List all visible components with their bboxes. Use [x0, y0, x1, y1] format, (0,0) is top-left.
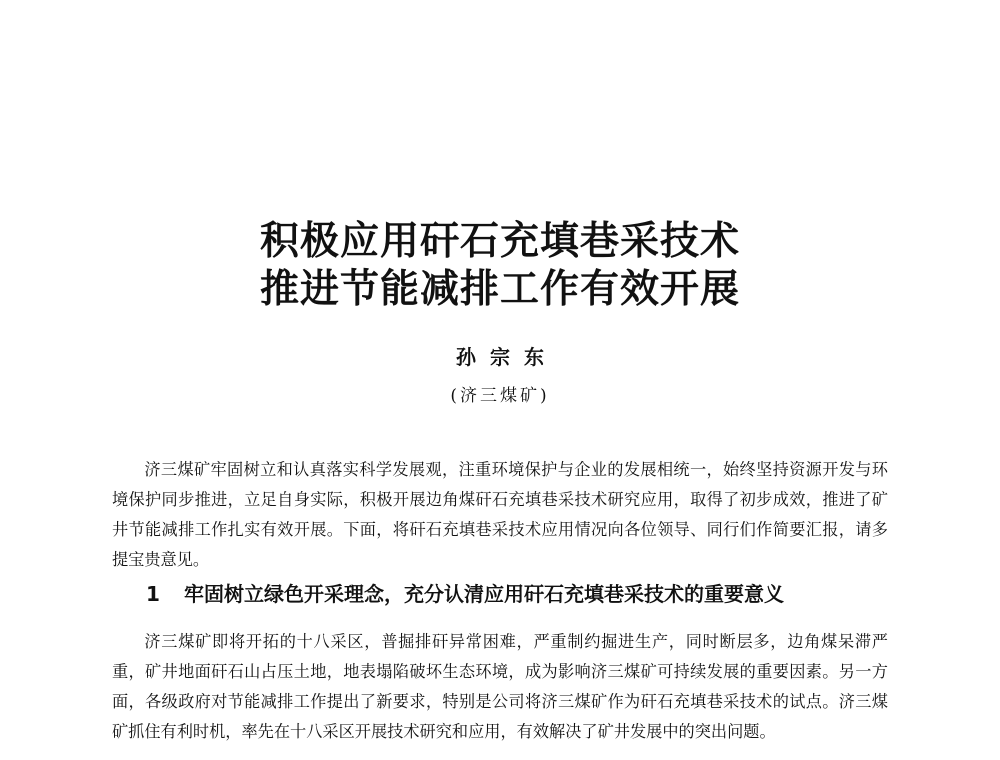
- section-number: 1: [146, 582, 160, 606]
- author-name: 孙宗东: [456, 345, 558, 369]
- section-title: 牢固树立绿色开采理念，充分认清应用矸石充填巷采技术的重要意义: [184, 582, 784, 606]
- article-title-line-1: 积极应用矸石充填巷采技术: [259, 219, 740, 264]
- author-affiliation: (济三煤矿): [450, 386, 550, 406]
- section-heading: [146, 579, 906, 609]
- intro-paragraph: 济三煤矿牢固树立和认真落实科学发展观，注重环境保护与企业的发展相统一，始终坚持资源开发与环境保护同步推进，立足自身实际，积极开展边角煤矸石充填巷采技术研究应用，取得了初步成效，推进了矿井节能减排工作扎实有效开展。下面，将矸石充填巷采技术应用情况向各位领导、同行们作简要汇报，请多提宝贵意见。: [112, 460, 888, 569]
- section-paragraph: 济三煤矿即将开拓的十八采区，普掘排矸异常困难，严重制约掘进生产，同时断层多，边角煤呆滞严重，矿井地面矸石山占压土地，地表塌陷破坏生态环境，成为影响济三煤矿可持续发展的重要因素。另一方面，各级政府对节能减排工作提出了新要求，特别是公司将济三煤矿作为矸石充填巷采技术的试点。济三煤矿抓住有利时机，率先在十八采区开展技术研究和应用，有效解决了矿井发展中的突出问题。: [112, 632, 888, 741]
- article-title-line-2: 推进节能减排工作有效开展: [259, 267, 740, 312]
